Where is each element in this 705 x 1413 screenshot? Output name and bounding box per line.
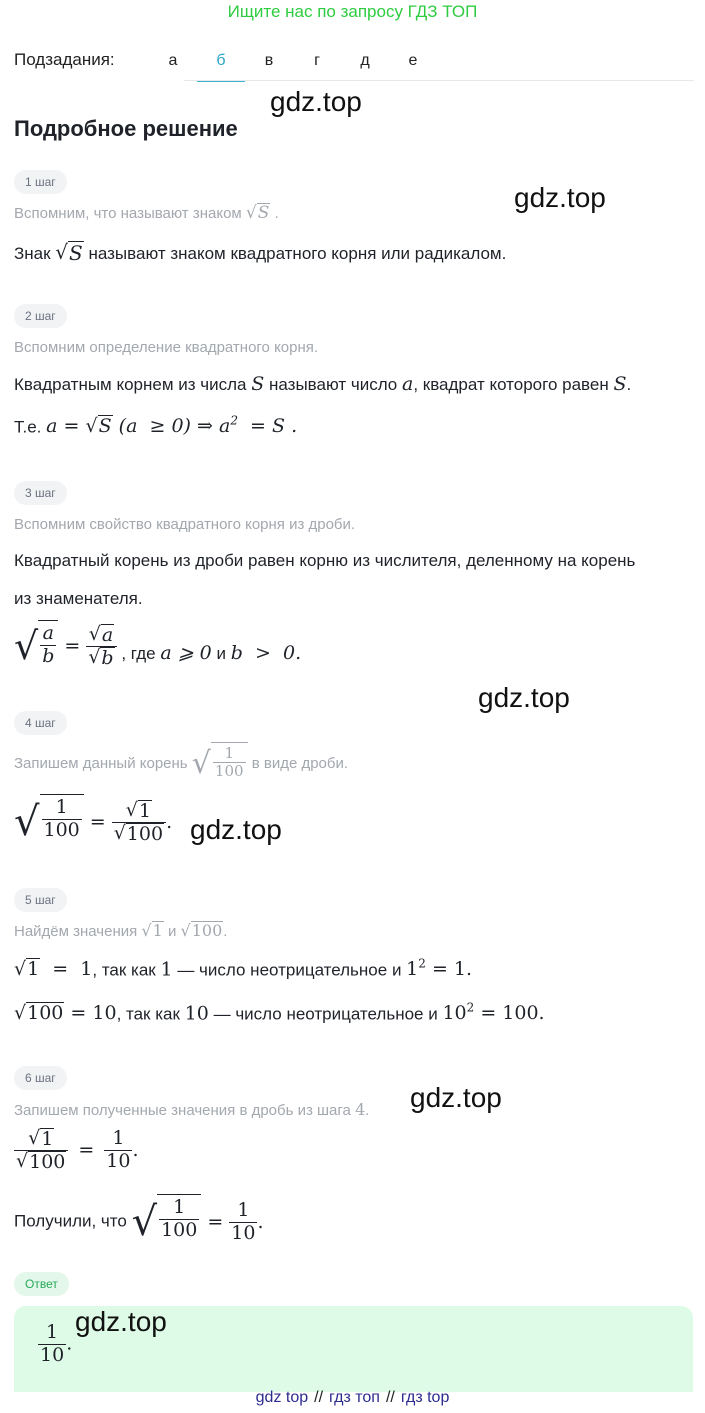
math-expression: √ 100 = 10 xyxy=(14,1002,117,1025)
text-fragment: и xyxy=(216,644,226,663)
step-text: из знаменателя. xyxy=(14,589,143,608)
step-badge: 5 шаг xyxy=(14,888,67,912)
hint-text: в виде дроби. xyxy=(251,754,349,772)
math-expression: √ 1 √ 100 = $\frac{1}{10}$ . xyxy=(16,1127,139,1173)
step-text xyxy=(14,1001,545,1024)
footer-separator: // xyxy=(314,1389,324,1406)
text-fragment: Квадратным корнем из числа xyxy=(14,375,247,394)
subtask-tab-v[interactable]: в xyxy=(264,52,274,69)
text-fragment: Знак xyxy=(14,244,51,263)
watermark: gdz.top xyxy=(75,1306,167,1337)
watermark: gdz.top xyxy=(514,182,606,213)
step-badge: 4 шаг xyxy=(14,711,67,735)
math-number: 10 xyxy=(184,1002,209,1025)
hint-text: и xyxy=(167,923,177,940)
math-number: 4 xyxy=(355,1100,366,1119)
subtasks-label: Подзадания: xyxy=(14,50,115,69)
math-var: S xyxy=(613,373,627,395)
subtask-tab-e[interactable]: е xyxy=(408,52,418,69)
footer-separator: // xyxy=(385,1389,395,1406)
math-expression: a = √ S (a ≥ 0) ⇒ $a^2 = S$ . xyxy=(46,414,298,438)
step-badge: 6 шаг xyxy=(14,1066,67,1090)
math-expression: √ $\frac{a}{b}$ = √ a √ b xyxy=(14,620,117,672)
math-expression: b > 0. xyxy=(230,642,302,664)
step-formula xyxy=(14,1194,264,1250)
text-fragment: Т.е. xyxy=(14,417,42,437)
watermark: gdz.top xyxy=(270,86,362,117)
step-hint: Вспомним свойство квадратного корня из дроби. xyxy=(14,516,356,533)
step-text xyxy=(14,957,472,980)
step-text: Квадратным корнем из числа S называют число a, квадрат которого равен S. xyxy=(14,373,632,395)
step-hint: Запишем полученные значения в дробь из шага 4. xyxy=(14,1100,370,1119)
step-text: Квадратный корень из дроби равен корню из числителя, деленному на корень xyxy=(14,551,636,570)
text-fragment: , так как xyxy=(116,1004,180,1024)
subtasks-nav xyxy=(14,42,694,82)
hint-text: Найдём значения xyxy=(14,923,138,940)
step-badge: 3 шаг xyxy=(14,481,67,505)
math-expression: √ $\frac{1}{100}$ = $\frac{1}{10}$ . xyxy=(132,1194,264,1250)
math-sqrt-100: √ 100 xyxy=(180,921,223,941)
step-formula xyxy=(14,620,301,672)
answer-formula: $\frac{1}{10}$ . xyxy=(40,1321,73,1366)
subtasks-divider xyxy=(184,80,694,81)
page-title: Подробное решение xyxy=(14,116,238,141)
step-formula xyxy=(14,1128,139,1173)
math-expression: $10^2 = 100$. xyxy=(442,1001,545,1025)
text-fragment: называют знаком квадратного корня или радикалом. xyxy=(88,244,507,263)
text-fragment: — число неотрицательное и xyxy=(213,1004,438,1024)
math-expression: a ⩾ 0 xyxy=(160,642,212,664)
math-number: 1 xyxy=(160,958,173,981)
text-fragment: , где xyxy=(121,644,156,663)
search-hint-banner: Ищите нас по запросу ГДЗ ТОП xyxy=(227,2,478,21)
hint-text: Запишем полученные значения в дробь из шага xyxy=(14,1102,351,1119)
step-hint: Вспомним, что называют знаком √ S . xyxy=(14,203,279,224)
subtasks-tabs xyxy=(149,42,437,82)
subtask-tab-b[interactable]: б xyxy=(197,42,245,82)
math-expression: √ $\frac{1}{100}$ = √ 1 √ 100 . xyxy=(14,794,172,850)
step-formula xyxy=(14,414,297,437)
subtask-tab-g[interactable]: г xyxy=(314,52,320,69)
watermark: gdz.top xyxy=(410,1082,502,1113)
subtask-tab-d[interactable]: д xyxy=(360,52,370,69)
footer-links xyxy=(0,1386,705,1410)
math-sqrt-1: √ 1 xyxy=(141,921,163,941)
step-hint: Найдём значения √ 1 и √ 100 . xyxy=(14,921,228,941)
watermark: gdz.top xyxy=(190,814,282,845)
watermark: gdz.top xyxy=(478,682,570,713)
math-sqrt-s: √ S xyxy=(55,240,83,265)
step-hint: Вспомним определение квадратного корня. xyxy=(14,339,319,356)
hint-text: Запишем данный корень xyxy=(14,754,188,772)
text-fragment: , так как xyxy=(92,960,156,980)
text-fragment: называют число xyxy=(269,375,398,394)
math-var: a xyxy=(402,373,414,395)
footer-link-gdz-top-mixed[interactable]: гдз top xyxy=(400,1389,450,1406)
math-sqrt-s: √ S xyxy=(245,203,270,224)
math-expression: √ 1 = 1 xyxy=(14,958,93,981)
footer-link-gdz-top-ru[interactable]: гдз топ xyxy=(329,1389,380,1406)
text-fragment: Получили, что xyxy=(14,1211,127,1231)
math-var: S xyxy=(251,373,265,395)
math-expression: $1^2 = 1$. xyxy=(406,957,473,981)
step-text xyxy=(14,240,506,264)
answer-badge: Ответ xyxy=(14,1272,69,1296)
footer-link-gdz-top[interactable]: gdz top xyxy=(255,1389,309,1406)
step-hint xyxy=(14,742,348,786)
step-badge: 2 шаг xyxy=(14,304,67,328)
text-fragment: , квадрат которого равен xyxy=(413,375,609,394)
subtask-tab-a[interactable]: а xyxy=(168,52,178,69)
hint-text: Вспомним, что называют знаком xyxy=(14,205,242,222)
step-badge: 1 шаг xyxy=(14,170,67,194)
math-expression: √ $\frac{1}{100}$ xyxy=(192,742,248,786)
step-formula xyxy=(14,794,172,850)
text-fragment: — число неотрицательное и xyxy=(177,960,402,980)
